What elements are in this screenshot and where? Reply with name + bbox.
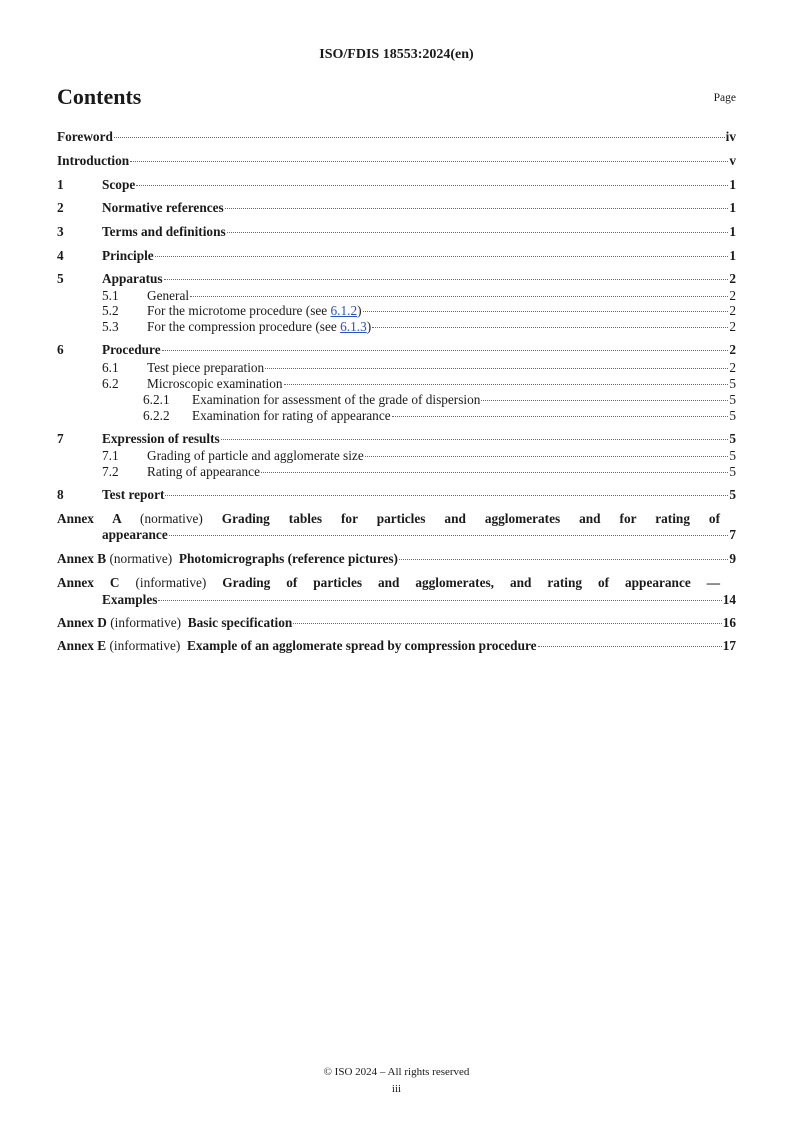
toc-title-text: ) [366,319,372,334]
dot-leader [158,600,721,601]
toc-title: Grading of particle and agglomerate size [147,448,364,463]
toc-entry-5[interactable] [57,271,736,287]
toc-title: Rating of appearance [147,464,260,479]
toc-number: 7.1 [102,448,119,463]
toc-number: 2 [57,200,64,215]
toc-page: 1 [729,248,736,263]
toc-page: 2 [729,319,736,334]
dot-leader [284,384,729,385]
dot-leader [114,137,725,138]
annex-type: (normative) [140,511,203,526]
toc-page: iv [725,129,736,144]
document-header: ISO/FDIS 18553:2024(en) [319,47,474,62]
dot-leader [221,439,729,440]
toc-page: 17 [722,638,736,653]
toc-title: appearance [102,527,168,542]
toc-page: 2 [729,342,736,357]
dot-leader [227,232,729,233]
annex-type: (informative) [135,575,207,590]
toc-number: 6 [57,342,64,357]
toc-page: 5 [729,431,736,446]
annex-label: Annex A [57,511,122,526]
toc-title: Foreword [57,129,113,144]
toc-page: 2 [729,271,736,286]
toc-page: 16 [722,615,736,630]
toc-title: Examples [102,592,158,607]
dot-leader [392,416,729,417]
toc-page: 5 [729,464,736,479]
toc-entry-6-2-1[interactable] [143,392,736,408]
toc-entry-8[interactable] [57,487,736,503]
toc-page: 5 [729,487,736,502]
toc-entry-1[interactable] [57,177,736,193]
toc-title [147,303,362,319]
toc-page: 2 [729,303,736,318]
toc-title: Microscopic examination [147,376,283,391]
toc-number: 7.2 [102,464,119,479]
toc-title: Grading of particles and agglomerates, and rating of appearance — [222,575,720,590]
dot-leader [399,559,728,560]
annex-label: Annex D [57,615,107,630]
toc-title: Test report [102,487,165,502]
toc-entry-7-1[interactable] [102,448,736,464]
toc-title-text: ) [357,303,362,318]
annex-label: Annex B [57,551,107,566]
toc-page: v [729,153,736,168]
toc-entry-annex-e[interactable] [57,638,736,654]
dot-leader [155,256,729,257]
toc-title: Examination for rating of appearance [192,408,391,423]
toc-number: 8 [57,487,64,502]
toc-entry-5-2[interactable] [102,303,736,319]
toc-number: 6.2 [102,376,119,391]
toc-number: 6.2.2 [143,408,170,423]
copyright-footer: © ISO 2024 – All rights reserved [323,1066,470,1078]
toc-entry-foreword[interactable] [57,129,736,145]
toc-page: 1 [729,200,736,215]
toc-title [147,319,371,335]
toc-title: Introduction [57,153,130,168]
toc-page: 5 [729,376,736,391]
toc-entry-7-2[interactable] [102,464,736,480]
toc-entry-5-1[interactable] [102,288,736,304]
toc-entry-annex-c-cont[interactable] [102,592,736,608]
dot-leader [293,623,721,624]
toc-page: 5 [729,392,736,407]
toc-title: Basic specification [187,615,293,630]
dot-leader [265,368,728,369]
toc-entry-3[interactable] [57,224,736,240]
dot-leader [169,535,729,536]
page-column-label: Page [713,92,736,104]
toc-entry-6-1[interactable] [102,360,736,376]
toc-number: 1 [57,177,64,192]
toc-entry-2[interactable] [57,200,736,216]
toc-entry-4[interactable] [57,248,736,264]
toc-title: Principle [102,248,154,263]
dot-leader [372,327,728,328]
dot-leader [190,296,728,297]
toc-number: 5 [57,271,64,286]
dot-leader [165,495,728,496]
toc-page: 14 [722,592,736,607]
clause-link[interactable]: 6.1.3 [340,319,367,334]
annex-label: Annex C [57,575,120,590]
dot-leader [136,185,728,186]
toc-entry-annex-a-cont[interactable] [102,527,736,543]
toc-number: 6.1 [102,360,119,375]
toc-entry-6[interactable] [57,342,736,358]
toc-title: Normative references [102,200,224,215]
dot-leader [164,279,729,280]
toc-entry-annex-d[interactable] [57,615,736,631]
dot-leader [130,161,728,162]
toc-page: 9 [729,551,736,566]
toc-title: General [147,288,190,303]
toc-title: Grading tables for particles and agglomerates and for rating of [221,511,721,526]
dot-leader [481,400,728,401]
toc-title: Examination for assessment of the grade of dispersion [192,392,481,407]
toc-title: Photomicrographs (reference pictures) [178,551,398,566]
toc-number: 7 [57,431,64,446]
toc-title: Apparatus [102,271,163,286]
toc-title: Expression of results [102,431,220,446]
dot-leader [365,456,729,457]
annex-label: Annex E [57,638,107,653]
toc-entry-6-2[interactable] [102,376,736,392]
toc-page: 1 [729,177,736,192]
toc-page: 2 [729,288,736,303]
toc-number: 3 [57,224,64,239]
clause-link[interactable]: 6.1.2 [330,303,358,318]
toc-title: Procedure [102,342,161,357]
dot-leader [162,350,729,351]
toc-entry-annex-c[interactable] [57,575,720,591]
toc-number: 5.1 [102,288,119,303]
dot-leader [538,646,722,647]
toc-title-text: For the microtome procedure (see [147,303,331,318]
toc-entry-annex-a[interactable] [57,511,720,527]
dot-leader [363,311,729,312]
annex-type: (informative) [109,638,181,653]
toc-page: 1 [729,224,736,239]
toc-entry-5-3[interactable] [102,319,736,335]
toc-number: 5.2 [102,303,119,318]
toc-title: Example of an agglomerate spread by compression procedure [187,638,537,653]
toc-page: 7 [729,527,736,542]
page-title: Contents [57,84,142,109]
toc-page: 5 [729,448,736,463]
toc-number: 4 [57,248,64,263]
toc-number: 5.3 [102,319,119,334]
toc-entry-annex-b[interactable] [57,551,736,567]
dot-leader [261,472,728,473]
toc-entry-introduction[interactable] [57,153,736,169]
toc-page: 2 [729,360,736,375]
toc-number: 6.2.1 [143,392,170,407]
annex-type: (informative) [110,615,182,630]
page-number: iii [391,1083,402,1095]
toc-entry-7[interactable] [57,431,736,447]
annex-type: (normative) [109,551,173,566]
toc-title-text: For the compression procedure (see [147,319,341,334]
toc-entry-6-2-2[interactable] [143,408,736,424]
toc-title: Terms and definitions [102,224,226,239]
toc-title: Test piece preparation [147,360,265,375]
toc-title: Scope [102,177,136,192]
toc-page: 5 [729,408,736,423]
dot-leader [225,208,729,209]
